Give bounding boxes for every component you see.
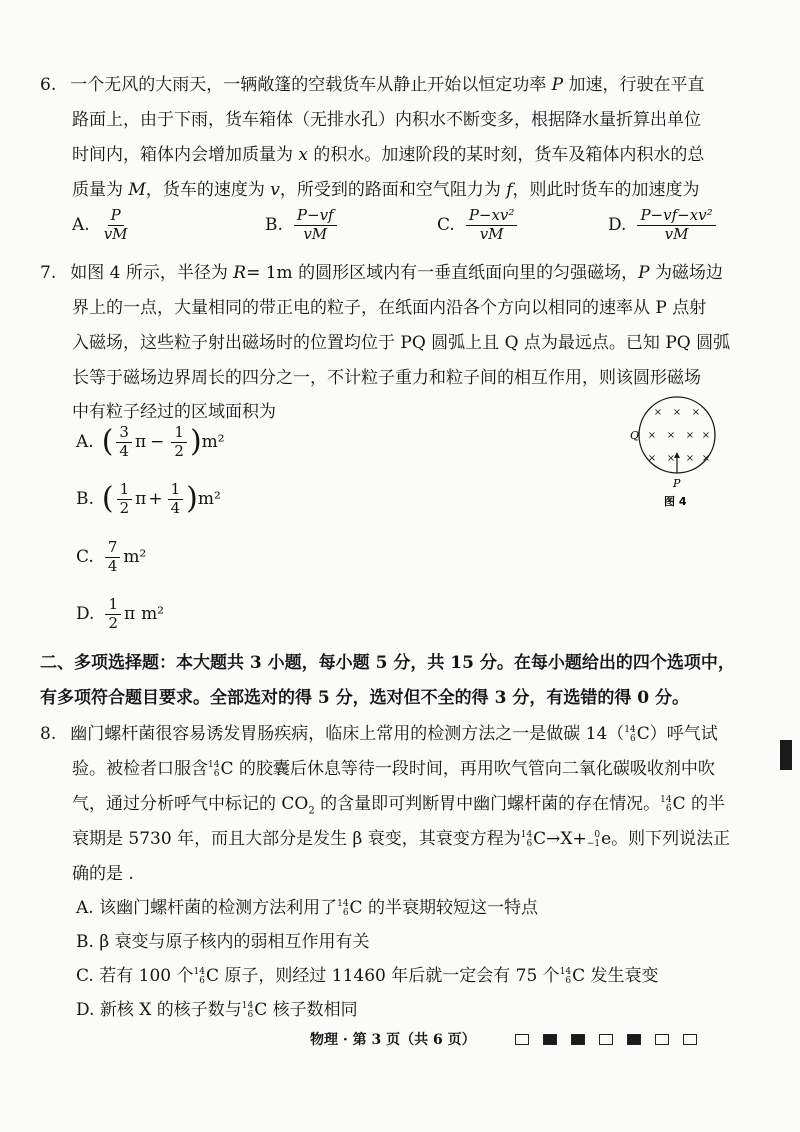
marker-square — [683, 1034, 697, 1045]
svg-text:×: × — [691, 407, 701, 418]
page-footer: 物理 · 第 3 页（共 6 页） — [310, 1032, 476, 1048]
q7-line-5: 中有粒子经过的区域面积为 — [72, 402, 276, 422]
svg-text:×: × — [701, 430, 711, 441]
q8-option-d[interactable]: D. 新核 X 的核子数与 14 6 C 核子数相同 — [76, 1000, 358, 1020]
q6-option-a[interactable]: A. $\frac{P}{vM}$ — [72, 206, 128, 243]
figure-caption: 图 4 — [664, 495, 687, 508]
q6-option-c[interactable]: C. $\frac{\text{P−xv²}}{vM}$ — [437, 208, 520, 243]
q6-line-4: 质量为 M，货车的速度为 v，所受到的路面和空气阻力为 f，则此时货车的加速度为 — [72, 180, 700, 200]
q7-option-a[interactable]: A. ( $\frac{3}{4}$ π − $\frac{1}{2}$ ) m² — [76, 423, 225, 460]
q7-option-d[interactable]: D. $\frac{1}{2}$ π m² — [76, 595, 165, 632]
q8-line-1: 8. 幽门螺杆菌很容易诱发胃肠疾病，临床上常用的检测方法之一是做碳 14（ 14 6 C）呼气试 — [40, 724, 718, 744]
svg-text:×: × — [647, 453, 657, 464]
q8-option-c[interactable]: C. 若有 100 个 14 6 C 原子，则经过 11460 年后就一定会有 75 个 14 6 C 发生衰变 — [76, 966, 659, 986]
scan-registration-mark — [780, 740, 792, 770]
q6-line-2: 路面上，由于下雨，货车箱体（无排水孔）内积水不断变多，根据降水量折算出单位 — [72, 110, 701, 130]
q7-option-c[interactable]: C. $\frac{7}{4}$ m² — [76, 538, 147, 575]
svg-text:×: × — [666, 453, 676, 464]
q6-line-1: 6. 一个无风的大雨天，一辆敞篷的空载货车从静止开始以恒定功率 P 加速，行驶在平直 — [40, 75, 705, 95]
q8-option-a[interactable]: A. 该幽门螺杆菌的检测方法利用了 14 6 C 的半衰期较短这一特点 — [76, 898, 538, 918]
svg-text:×: × — [685, 430, 695, 441]
q6-option-b[interactable]: B. $\frac{P-vf}{vM}$ — [265, 208, 340, 243]
q7-option-b[interactable]: B. ( $\frac{1}{2}$ π + $\frac{1}{4}$ ) m² — [76, 480, 221, 517]
q8-line-2: 验。被检者口服含 14 6 C 的胶囊后休息等待一段时间，再用吹气管向二氧化碳吸收剂中吹 — [72, 759, 715, 779]
svg-text:×: × — [672, 407, 682, 418]
section-2-instructions: 有多项符合题目要求。全部选对的得 5 分，选对但不全的得 3 分，有选错的得 0 分。 — [40, 688, 689, 708]
q8-line-5: 确的是 . — [72, 864, 134, 884]
q8-line-4: 衰期是 5730 年，而且大部分是发生 β 衰变，其衰变方程为 14 6 C→X+ 0 −1 e。则下列说法正 — [72, 829, 731, 849]
q7-line-4: 长等于磁场边界周长的四分之一，不计粒子重力和粒子间的相互作用，则该圆形磁场 — [72, 368, 701, 388]
q6-line-3: 时间内，箱体内会增加质量为 x 的积水。加速阶段的某时刻，货车及箱体内积水的总 — [72, 145, 705, 165]
svg-text:×: × — [685, 453, 695, 464]
q8-line-3: 气，通过分析呼气中标记的 $CO_2$ 的含量即可判断胃中幽门螺杆菌的存在情况。 14 6 C 的半 — [72, 794, 726, 817]
svg-text:×: × — [666, 430, 676, 441]
page-marker-squares — [515, 1034, 697, 1045]
marker-square — [543, 1034, 557, 1045]
point-q-label: Q — [630, 429, 640, 442]
section-2-heading: 二、多项选择题：本大题共 3 小题，每小题 5 分，共 15 分。在每小题给出的四个选项中， — [40, 653, 735, 673]
marker-square — [571, 1034, 585, 1045]
svg-text:×: × — [701, 453, 711, 464]
marker-square — [599, 1034, 613, 1045]
marker-square — [627, 1034, 641, 1045]
point-p-label: P — [673, 477, 681, 490]
q7-line-3: 入磁场，这些粒子射出磁场时的位置均位于 PQ 圆弧上且 Q 点为最远点。已知 PQ 圆弧 — [72, 333, 731, 353]
q7-line-1: 7. 如图 4 所示，半径为 R= 1m 的圆形区域内有一垂直纸面向里的匀强磁场，P 为磁场边 — [40, 263, 723, 283]
q8-option-b[interactable]: B. β 衰变与原子核内的弱相互作用有关 — [76, 932, 370, 952]
marker-square — [655, 1034, 669, 1045]
field-crosses — [648, 407, 710, 464]
figure-4-magnetic-field-diagram — [622, 395, 722, 515]
svg-text:×: × — [653, 407, 663, 418]
q6-option-d[interactable]: D. $\frac{\text{P−vf−xv²}}{vM}$ — [608, 208, 719, 243]
marker-square — [515, 1034, 529, 1045]
q7-line-2: 界上的一点，大量相同的带正电的粒子，在纸面内沿各个方向以相同的速率从 P 点射 — [72, 298, 707, 318]
svg-text:×: × — [647, 430, 657, 441]
